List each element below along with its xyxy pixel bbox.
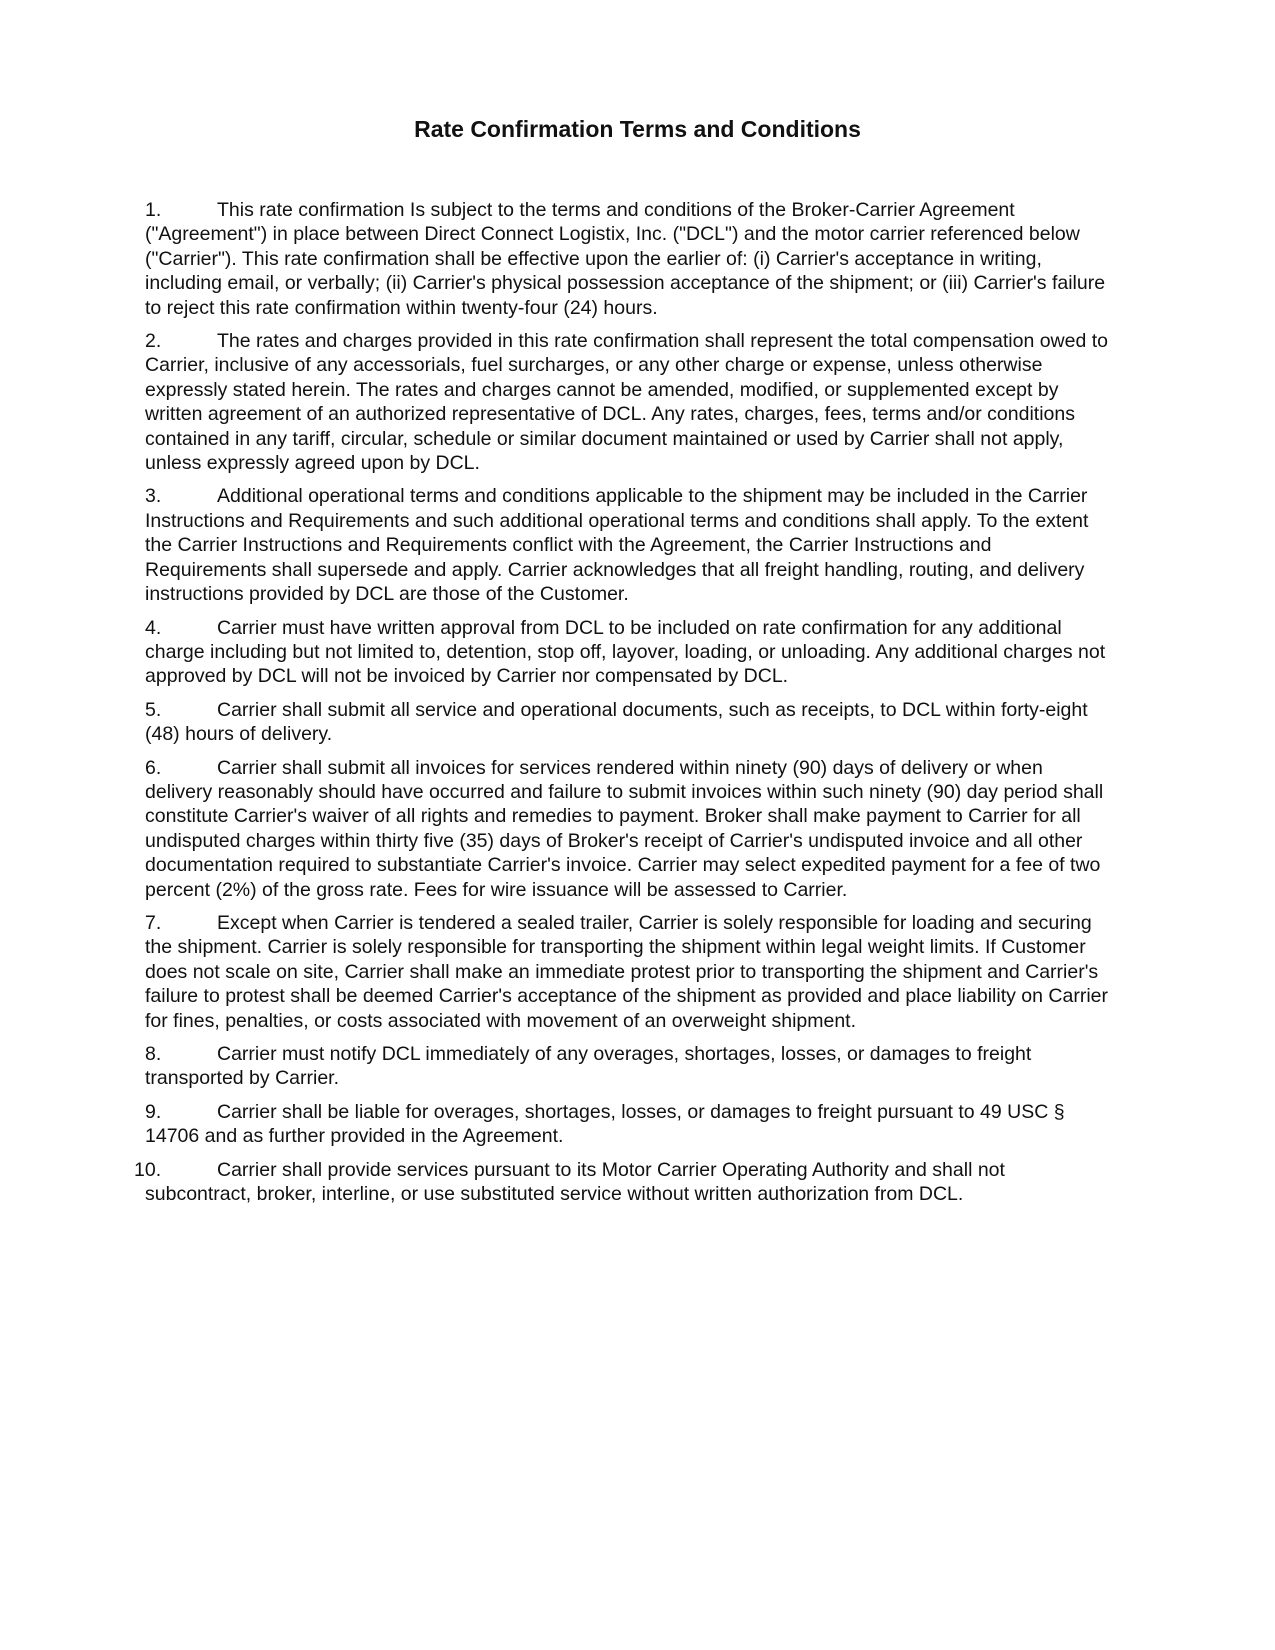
clause-number: 10.	[134, 1158, 162, 1181]
clause-number: 2.	[145, 330, 162, 353]
document-title: Rate Confirmation Terms and Conditions	[414, 116, 861, 142]
clause-text: Carrier must have written approval from DCL to be included on rate confirmation for any additional charge including but not limited to, detention, stop off, layover, loading, or unloading. Any additional charges not approved by DCL will not be invoiced by Carrier nor compensated by DCL.	[145, 616, 1106, 688]
clause-number: 4.	[145, 616, 162, 639]
clause-number: 1.	[145, 199, 162, 221]
clause-text: This rate confirmation Is subject to the terms and conditions of the Broker-Carrier Agreement ("Agreement") in place between Direct Connect Logistix, Inc. ("DCL") and the motor carrier referenced below ("Carrier"). This rate confirmation shall be effective upon the earlier of: (i) Carrier's acceptance in writing, including email, or verbally; (ii) Carrier's physical possession acceptance of the shipment; or (iii) Carrier's failure to reject this rate confirmation within twenty-four (24) hours.	[145, 199, 1106, 319]
clause-7	[145, 911, 1115, 1033]
clause-number: 8.	[145, 1043, 162, 1065]
clause-text: Carrier shall submit all service and operational documents, such as receipts, to DCL within forty-eight (48) hours of delivery.	[145, 698, 1088, 746]
clause-number: 6.	[145, 756, 162, 779]
clause-5	[145, 698, 1115, 747]
clause-number: 7.	[145, 911, 162, 934]
clause-text: Except when Carrier is tendered a sealed trailer, Carrier is solely responsible for loading and securing the shipment. Carrier is solely responsible for transporting the shipment within legal weight limits. If Customer does not scale on site, Carrier shall make an immediate protest prior to transporting the shipment and Carrier's failure to protest shall be deemed Carrier's acceptance of the shipment as provided and place liability on Carrier for fines, penalties, or costs associated with movement of an overweight shipment.	[145, 911, 1108, 1032]
clause-text: Carrier shall be liable for overages, shortages, losses, or damages to freight pursuant to 49 USC § 14706 and as further provided in the Agreement.	[145, 1100, 1065, 1148]
clause-8	[145, 1042, 1115, 1091]
clause-6	[145, 756, 1115, 902]
clause-9	[145, 1100, 1115, 1149]
clause-number: 9.	[145, 1100, 162, 1123]
clause-text: The rates and charges provided in this rate confirmation shall represent the total compensation owed to Carrier, inclusive of any accessorials, fuel surcharges, or any other charge or expense, unless otherwise expressly stated herein. The rates and charges cannot be amended, modified, or supplemented except by written agreement of an authorized representative of DCL. Any rates, charges, fees, terms and/or conditions contained in any tariff, circular, schedule or similar document maintained or used by Carrier shall not apply, unless expressly agreed upon by DCL.	[145, 330, 1109, 475]
terms-list	[134, 198, 1115, 1215]
clause-text: Carrier must notify DCL immediately of any overages, shortages, losses, or damages to freight transported by Carrier.	[145, 1043, 1032, 1090]
clause-4	[145, 616, 1115, 689]
clause-10	[134, 1158, 1115, 1207]
clause-text: Additional operational terms and conditions applicable to the shipment may be included in the Carrier Instructions and Requirements and such additional operational terms and conditions shall apply. To the extent the Carrier Instructions and Requirements conflict with the Agreement, the Carrier Instructions and Requirements shall supersede and apply. Carrier acknowledges that all freight handling, routing, and delivery instructions provided by DCL are those of the Customer.	[145, 485, 1089, 606]
clause-1	[145, 198, 1115, 320]
clause-number: 5.	[145, 698, 162, 721]
clause-number: 3.	[145, 485, 162, 508]
clause-text: Carrier shall provide services pursuant to its Motor Carrier Operating Authority and shall not subcontract, broker, interline, or use substituted service without written authorization from DCL.	[145, 1158, 1005, 1206]
clause-2	[145, 329, 1115, 475]
clause-3	[145, 484, 1115, 606]
clause-text: Carrier shall submit all invoices for services rendered within ninety (90) days of delivery or when delivery reasonably should have occurred and failure to submit invoices within such ninety (90) day period shall constitute Carrier's waiver of all rights and remedies to payment. Broker shall make payment to Carrier for all undisputed charges within thirty five (35) days of Broker's receipt of Carrier's undisputed invoice and all other documentation required to substantiate Carrier's invoice. Carrier may select expedited payment for a fee of two percent (2%) of the gross rate. Fees for wire issuance will be assessed to Carrier.	[145, 756, 1104, 901]
